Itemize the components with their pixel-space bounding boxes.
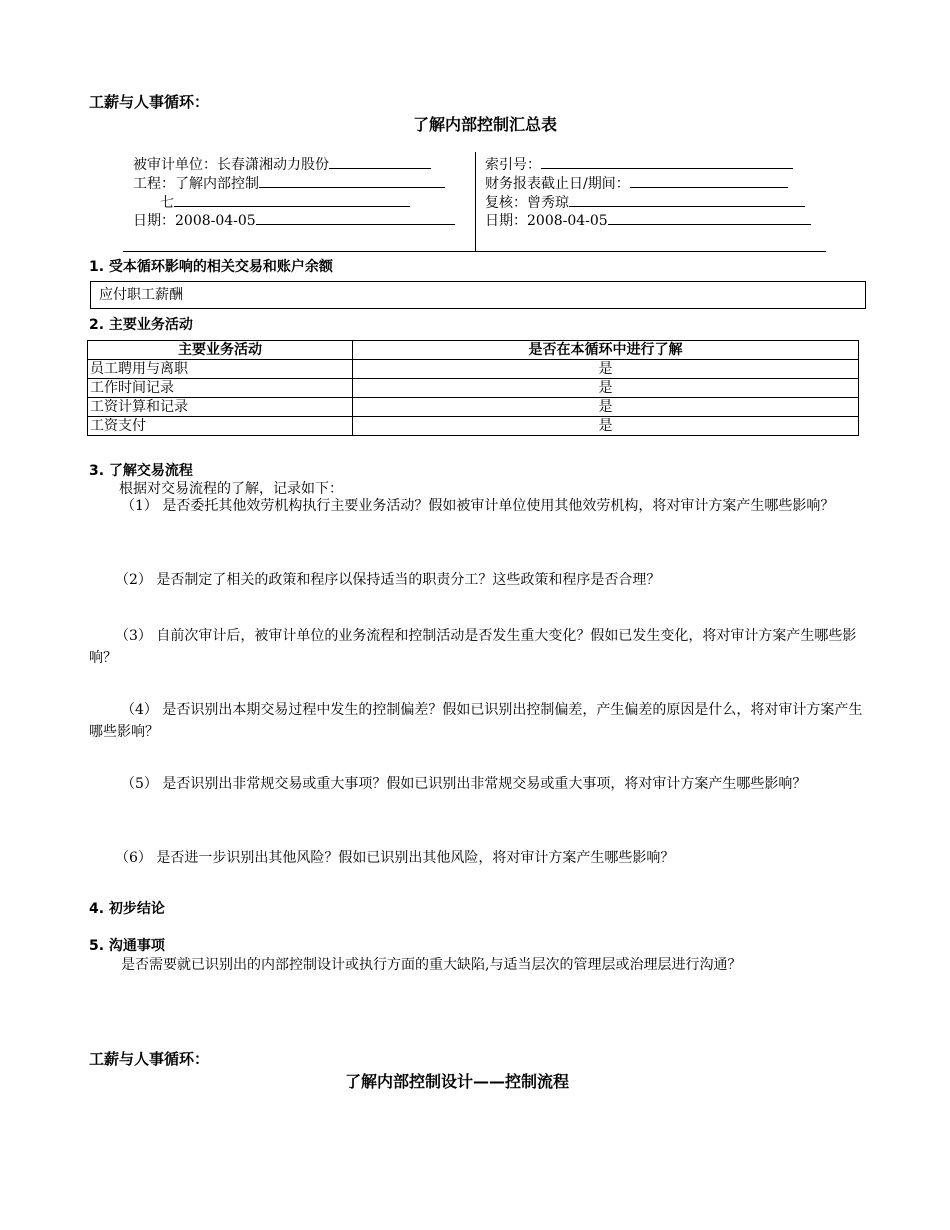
period-field — [485, 173, 788, 193]
section-5-heading: 5. 沟通事项 — [89, 938, 165, 954]
table-row — [88, 417, 859, 436]
section-4-heading: 4. 初步结论 — [89, 901, 165, 917]
divider — [475, 251, 826, 252]
understood-cell: 是 — [353, 379, 859, 398]
section-3-heading: 3. 了解交易流程 — [89, 463, 193, 479]
question-6: （6） 是否进一步识别出其他风险？假如已识别出其他风险，将对审计方案产生哪些影响？ — [115, 850, 675, 866]
account-box — [90, 281, 866, 309]
project-field — [133, 173, 445, 193]
date-label-right: 日期：2008-04-05 — [485, 213, 608, 229]
question-4: （4） 是否识别出本期交易过程中发生的控制偏差？假如已识别出控制偏差，产生偏差的原因是什么，将对审计方案产生哪些影响？ — [89, 702, 863, 740]
question-1: （1） 是否委托其他效劳机构执行主要业务活动？假如被审计单位使用其他效劳机构，将对审计方案产生哪些影响？ — [121, 498, 835, 514]
section-1-heading: 1. 受本循环影响的相关交易和账户余额 — [89, 259, 333, 275]
column-header: 主要业务活动 — [88, 341, 353, 360]
date-field-left — [133, 210, 455, 230]
activity-cell: 工资支付 — [88, 417, 353, 436]
project-label: 工程：了解内部控制 — [133, 176, 259, 192]
header-divider — [475, 152, 476, 252]
period-label: 财务报表截止日/期间： — [485, 176, 630, 192]
column-header: 是否在本循环中进行了解 — [353, 341, 859, 360]
understood-cell: 是 — [353, 417, 859, 436]
question-2: （2） 是否制定了相关的政策和程序以保持适当的职责分工？这些政策和程序是否合理？ — [115, 572, 661, 588]
activity-cell: 工资计算和记录 — [88, 398, 353, 417]
understood-cell: 是 — [353, 398, 859, 417]
account-name: 应付职工薪酬 — [99, 287, 183, 303]
cycle-title: 工薪与人事循环： — [89, 1050, 210, 1068]
table-row — [88, 398, 859, 417]
understood-cell: 是 — [353, 360, 859, 379]
table-row — [88, 379, 859, 398]
activity-cell: 工作时间记录 — [88, 379, 353, 398]
business-activities-table — [87, 340, 859, 436]
table-row — [88, 360, 859, 379]
reviewer-field — [485, 192, 805, 212]
entity-label: 被审计单位：长春潇湘动力股份 — [133, 157, 329, 173]
reviewer-label: 复核：曾秀琼 — [485, 195, 569, 211]
form-title: 了解内部控制汇总表 — [413, 115, 558, 134]
project-cont-field — [160, 192, 410, 212]
entity-field — [133, 154, 431, 174]
table-header-row — [88, 341, 859, 360]
divider — [123, 251, 475, 252]
question-3: （3） 自前次审计后，被审计单位的业务流程和控制活动是否发生重大变化？假如已发生变化，将对审计方案产生哪些影响？ — [89, 628, 857, 666]
section-2-heading: 2. 主要业务活动 — [89, 317, 193, 333]
activity-cell: 员工聘用与离职 — [88, 360, 353, 379]
index-label: 索引号： — [485, 157, 541, 173]
section-3-intro: 根据对交易流程的了解，记录如下： — [119, 481, 343, 497]
date-label-left: 日期：2008-04-05 — [133, 213, 256, 229]
section-5-text: 是否需要就已识别出的内部控制设计或执行方面的重大缺陷,与适当层次的管理层或治理层进行沟通？ — [121, 957, 742, 973]
form-title: 了解内部控制设计——控制流程 — [345, 1072, 570, 1091]
index-field — [485, 154, 793, 174]
project-cont-label: 七 — [160, 195, 174, 211]
question-5: （5） 是否识别出非常规交易或重大事项？假如已识别出非常规交易或重大事项，将对审计方案产生哪些影响？ — [121, 776, 807, 792]
cycle-title: 工薪与人事循环： — [89, 93, 210, 111]
date-field-right — [485, 210, 811, 230]
